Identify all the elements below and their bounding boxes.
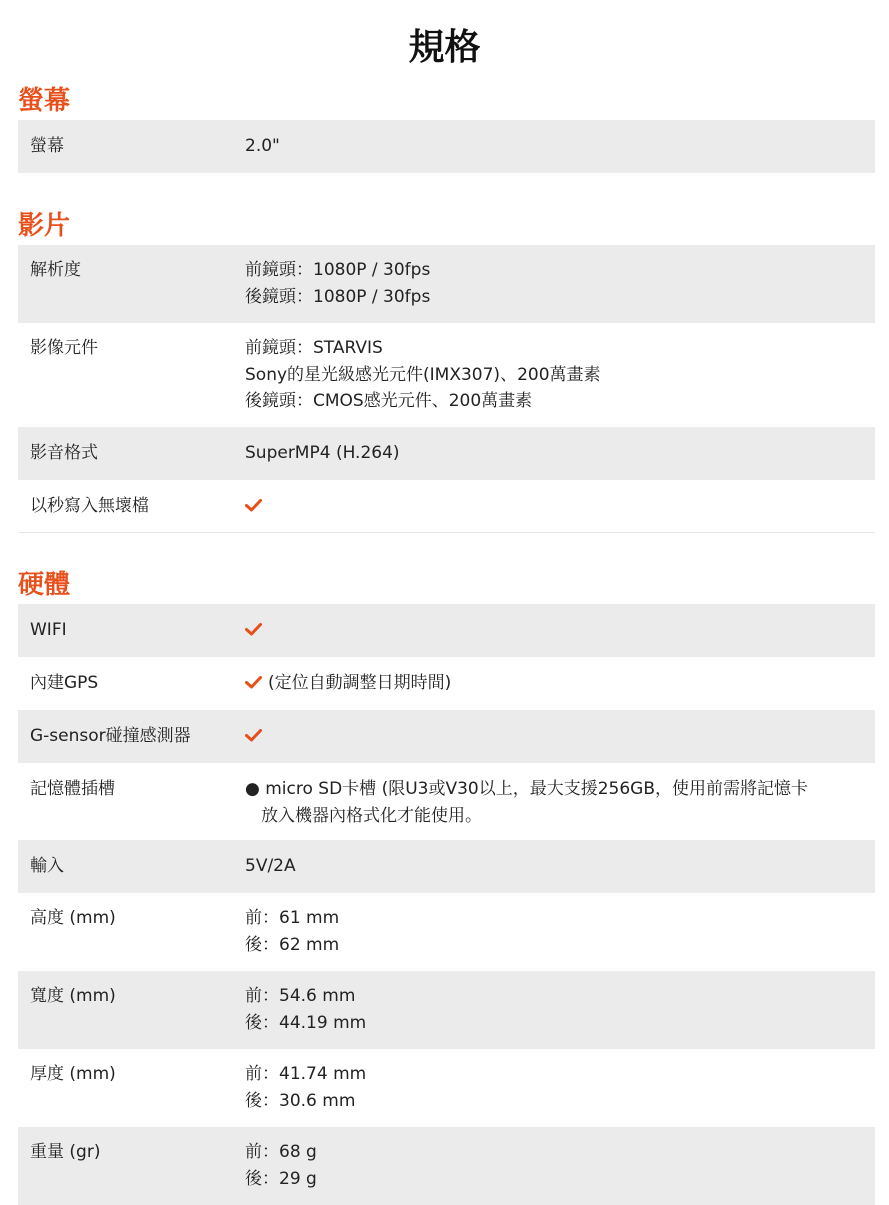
spec-value (245, 723, 875, 763)
section-title-video: 影片 (18, 211, 71, 241)
spec-label: 解析度 (30, 260, 81, 280)
spec-value (245, 853, 875, 893)
spec-value-line: 後鏡頭：CMOS感光元件、200萬畫素 (245, 391, 533, 411)
spec-label: 輸入 (30, 856, 64, 876)
spec-value (245, 617, 875, 657)
spec-label: 影像元件 (30, 338, 98, 358)
check-icon (245, 499, 262, 512)
spec-table-screen (18, 120, 875, 173)
check-icon (245, 676, 262, 689)
section-divider (18, 532, 875, 533)
spec-label: 寬度 (mm) (30, 986, 116, 1006)
spec-row (18, 840, 875, 893)
spec-row (18, 604, 875, 657)
spec-value (245, 1139, 875, 1205)
spec-label: 螢幕 (30, 136, 64, 156)
spec-row (18, 710, 875, 763)
spec-row (18, 657, 875, 710)
spec-value-note: (定位自動調整日期時間) (268, 673, 452, 693)
spec-row (18, 120, 875, 173)
spec-label: 高度 (mm) (30, 908, 116, 928)
spec-label: 影音格式 (30, 443, 98, 463)
section-title-hardware: 硬體 (18, 570, 71, 600)
spec-row (18, 763, 875, 840)
spec-table-hardware (18, 604, 875, 1205)
spec-row (18, 323, 875, 427)
spec-value (245, 670, 875, 710)
spec-value (245, 257, 875, 323)
check-icon (245, 623, 262, 636)
spec-value-line: 前：41.74 mm (245, 1064, 367, 1084)
spec-row (18, 245, 875, 323)
spec-value (245, 493, 875, 533)
spec-value-line: 前：68 g (245, 1142, 317, 1162)
spec-value-line: ● micro SD卡槽 (限U3或V30以上，最大支援256GB，使用前需將記憶卡 (245, 779, 809, 799)
spec-row (18, 1049, 875, 1127)
spec-value-line: 前：54.6 mm (245, 986, 356, 1006)
spec-label: 重量 (gr) (30, 1142, 101, 1162)
spec-value-line: 前鏡頭：1080P / 30fps (245, 260, 431, 280)
check-icon (245, 729, 262, 742)
spec-value-line: 5V/2A (245, 856, 296, 876)
spec-label: 記憶體插槽 (30, 779, 115, 799)
spec-value (245, 133, 875, 173)
spec-value-line: 前：61 mm (245, 908, 340, 928)
spec-value (245, 1061, 875, 1127)
spec-row (18, 480, 875, 533)
spec-value-line: 後：62 mm (245, 934, 340, 955)
spec-row (18, 893, 875, 971)
spec-value-line: Sony的星光級感光元件(IMX307)、200萬畫素 (245, 364, 601, 385)
spec-value (245, 335, 875, 427)
spec-label: 內建GPS (30, 673, 99, 693)
spec-value-line: 2.0" (245, 136, 280, 156)
spec-row (18, 971, 875, 1049)
spec-value-line: SuperMP4 (H.264) (245, 443, 400, 463)
spec-value (245, 905, 875, 971)
page-title: 規格 (408, 27, 481, 68)
spec-row (18, 1127, 875, 1205)
spec-value-line: 前鏡頭：STARVIS (245, 338, 383, 358)
spec-value-line: 放入機器內格式化才能使用。 (261, 805, 482, 826)
spec-label: WIFI (30, 620, 67, 640)
spec-value-line: 後鏡頭：1080P / 30fps (245, 286, 431, 307)
spec-row (18, 427, 875, 480)
spec-value-line: 後：29 g (245, 1168, 317, 1189)
section-title-screen: 螢幕 (18, 86, 71, 116)
spec-value-line: 後：30.6 mm (245, 1090, 356, 1111)
spec-value-line: 後：44.19 mm (245, 1012, 367, 1033)
spec-label: 以秒寫入無壞檔 (30, 496, 149, 516)
spec-value (245, 776, 875, 840)
spec-table-video (18, 245, 875, 533)
spec-value (245, 440, 875, 480)
spec-label: 厚度 (mm) (30, 1064, 116, 1084)
spec-label: G-sensor碰撞感測器 (30, 726, 191, 746)
spec-value (245, 983, 875, 1049)
